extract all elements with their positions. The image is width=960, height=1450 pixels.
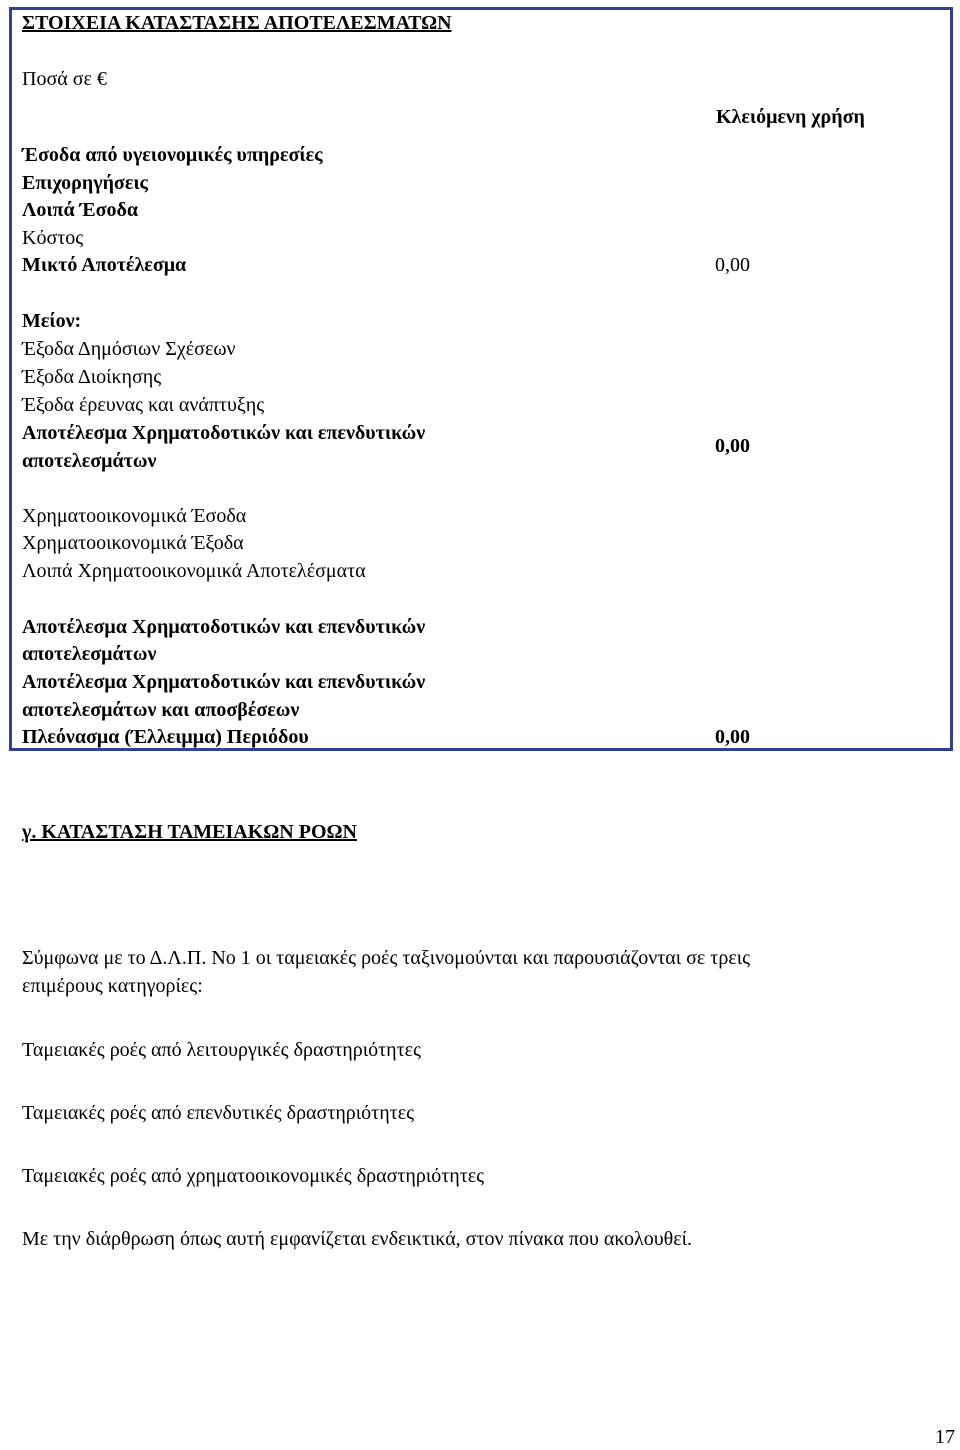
line-fin-inv-result-1: Αποτέλεσμα Χρηματοδοτικών και επενδυτικών: [22, 422, 426, 444]
line-other-financial-results: Λοιπά Χρηματοοικονομικά Αποτελέσματα: [22, 560, 366, 582]
cashflow-closing-text: Με την διάρθρωση όπως αυτή εμφανίζεται ενδεικτικά, στον πίνακα που ακολουθεί.: [22, 1228, 692, 1250]
amounts-in-label: Ποσά σε €: [22, 68, 107, 90]
line-depr-result-2: αποτελεσμάτων και αποσβέσεων: [22, 699, 300, 721]
page-number: 17: [935, 1426, 955, 1448]
cashflow-item-financing: Ταμειακές ροές από χρηματοοικονομικές δραστηριότητες: [22, 1165, 485, 1187]
line-grants: Επιχορηγήσεις: [22, 172, 148, 194]
line-fin-inv-result-b-1: Αποτέλεσμα Χρηματοδοτικών και επενδυτικών: [22, 616, 426, 638]
statement-title: ΣΤΟΙΧΕΙΑ ΚΑΤΑΣΤΑΣΗΣ ΑΠΟΤΕΛΕΣΜΑΤΩΝ: [22, 12, 452, 34]
line-depr-result-1: Αποτέλεσμα Χρηματοδοτικών και επενδυτικών: [22, 671, 426, 693]
line-other-revenue: Λοιπά Έσοδα: [22, 199, 139, 221]
line-fin-inv-result-2: αποτελεσμάτων: [22, 450, 157, 472]
cashflow-item-investing: Ταμειακές ροές από επενδυτικές δραστηριότητες: [22, 1102, 415, 1124]
cashflow-intro-line2: επιμέρους κατηγορίες:: [22, 975, 203, 997]
gross-result-value: 0,00: [715, 254, 750, 276]
column-header-closing-year: Κλειόμενη χρήση: [716, 106, 865, 128]
line-admin-expenses: Έξοδα Διοίκησης: [22, 366, 162, 388]
line-gross-result: Μικτό Αποτέλεσμα: [22, 254, 187, 276]
line-fin-inv-result-b-2: αποτελεσμάτων: [22, 643, 157, 665]
line-financial-income: Χρηματοοικονομικά Έσοδα: [22, 505, 247, 527]
line-rd-expenses: Έξοδα έρευνας και ανάπτυξης: [22, 394, 265, 416]
cashflow-heading: γ. ΚΑΤΑΣΤΑΣΗ ΤΑΜΕΙΑΚΩΝ ΡΟΩΝ: [22, 821, 357, 843]
line-period-surplus: Πλεόνασμα (Έλλειμμα) Περιόδου: [22, 726, 309, 748]
line-financial-expenses: Χρηματοοικονομικά Έξοδα: [22, 532, 244, 554]
line-cost: Κόστος: [22, 227, 84, 249]
line-pr-expenses: Έξοδα Δημόσιων Σχέσεων: [22, 338, 236, 360]
cashflow-item-operating: Ταμειακές ροές από λειτουργικές δραστηριότητες: [22, 1039, 421, 1061]
fin-inv-result-value: 0,00: [715, 435, 750, 457]
less-label: Μείον:: [22, 310, 82, 332]
cashflow-intro-line1: Σύμφωνα με το Δ.Λ.Π. Νο 1 οι ταμειακές ροές ταξινομούνται και παρουσιάζονται σε τρεις: [22, 947, 751, 969]
line-health-revenue: Έσοδα από υγειονομικές υπηρεσίες: [22, 144, 323, 166]
period-surplus-value: 0,00: [715, 726, 750, 748]
